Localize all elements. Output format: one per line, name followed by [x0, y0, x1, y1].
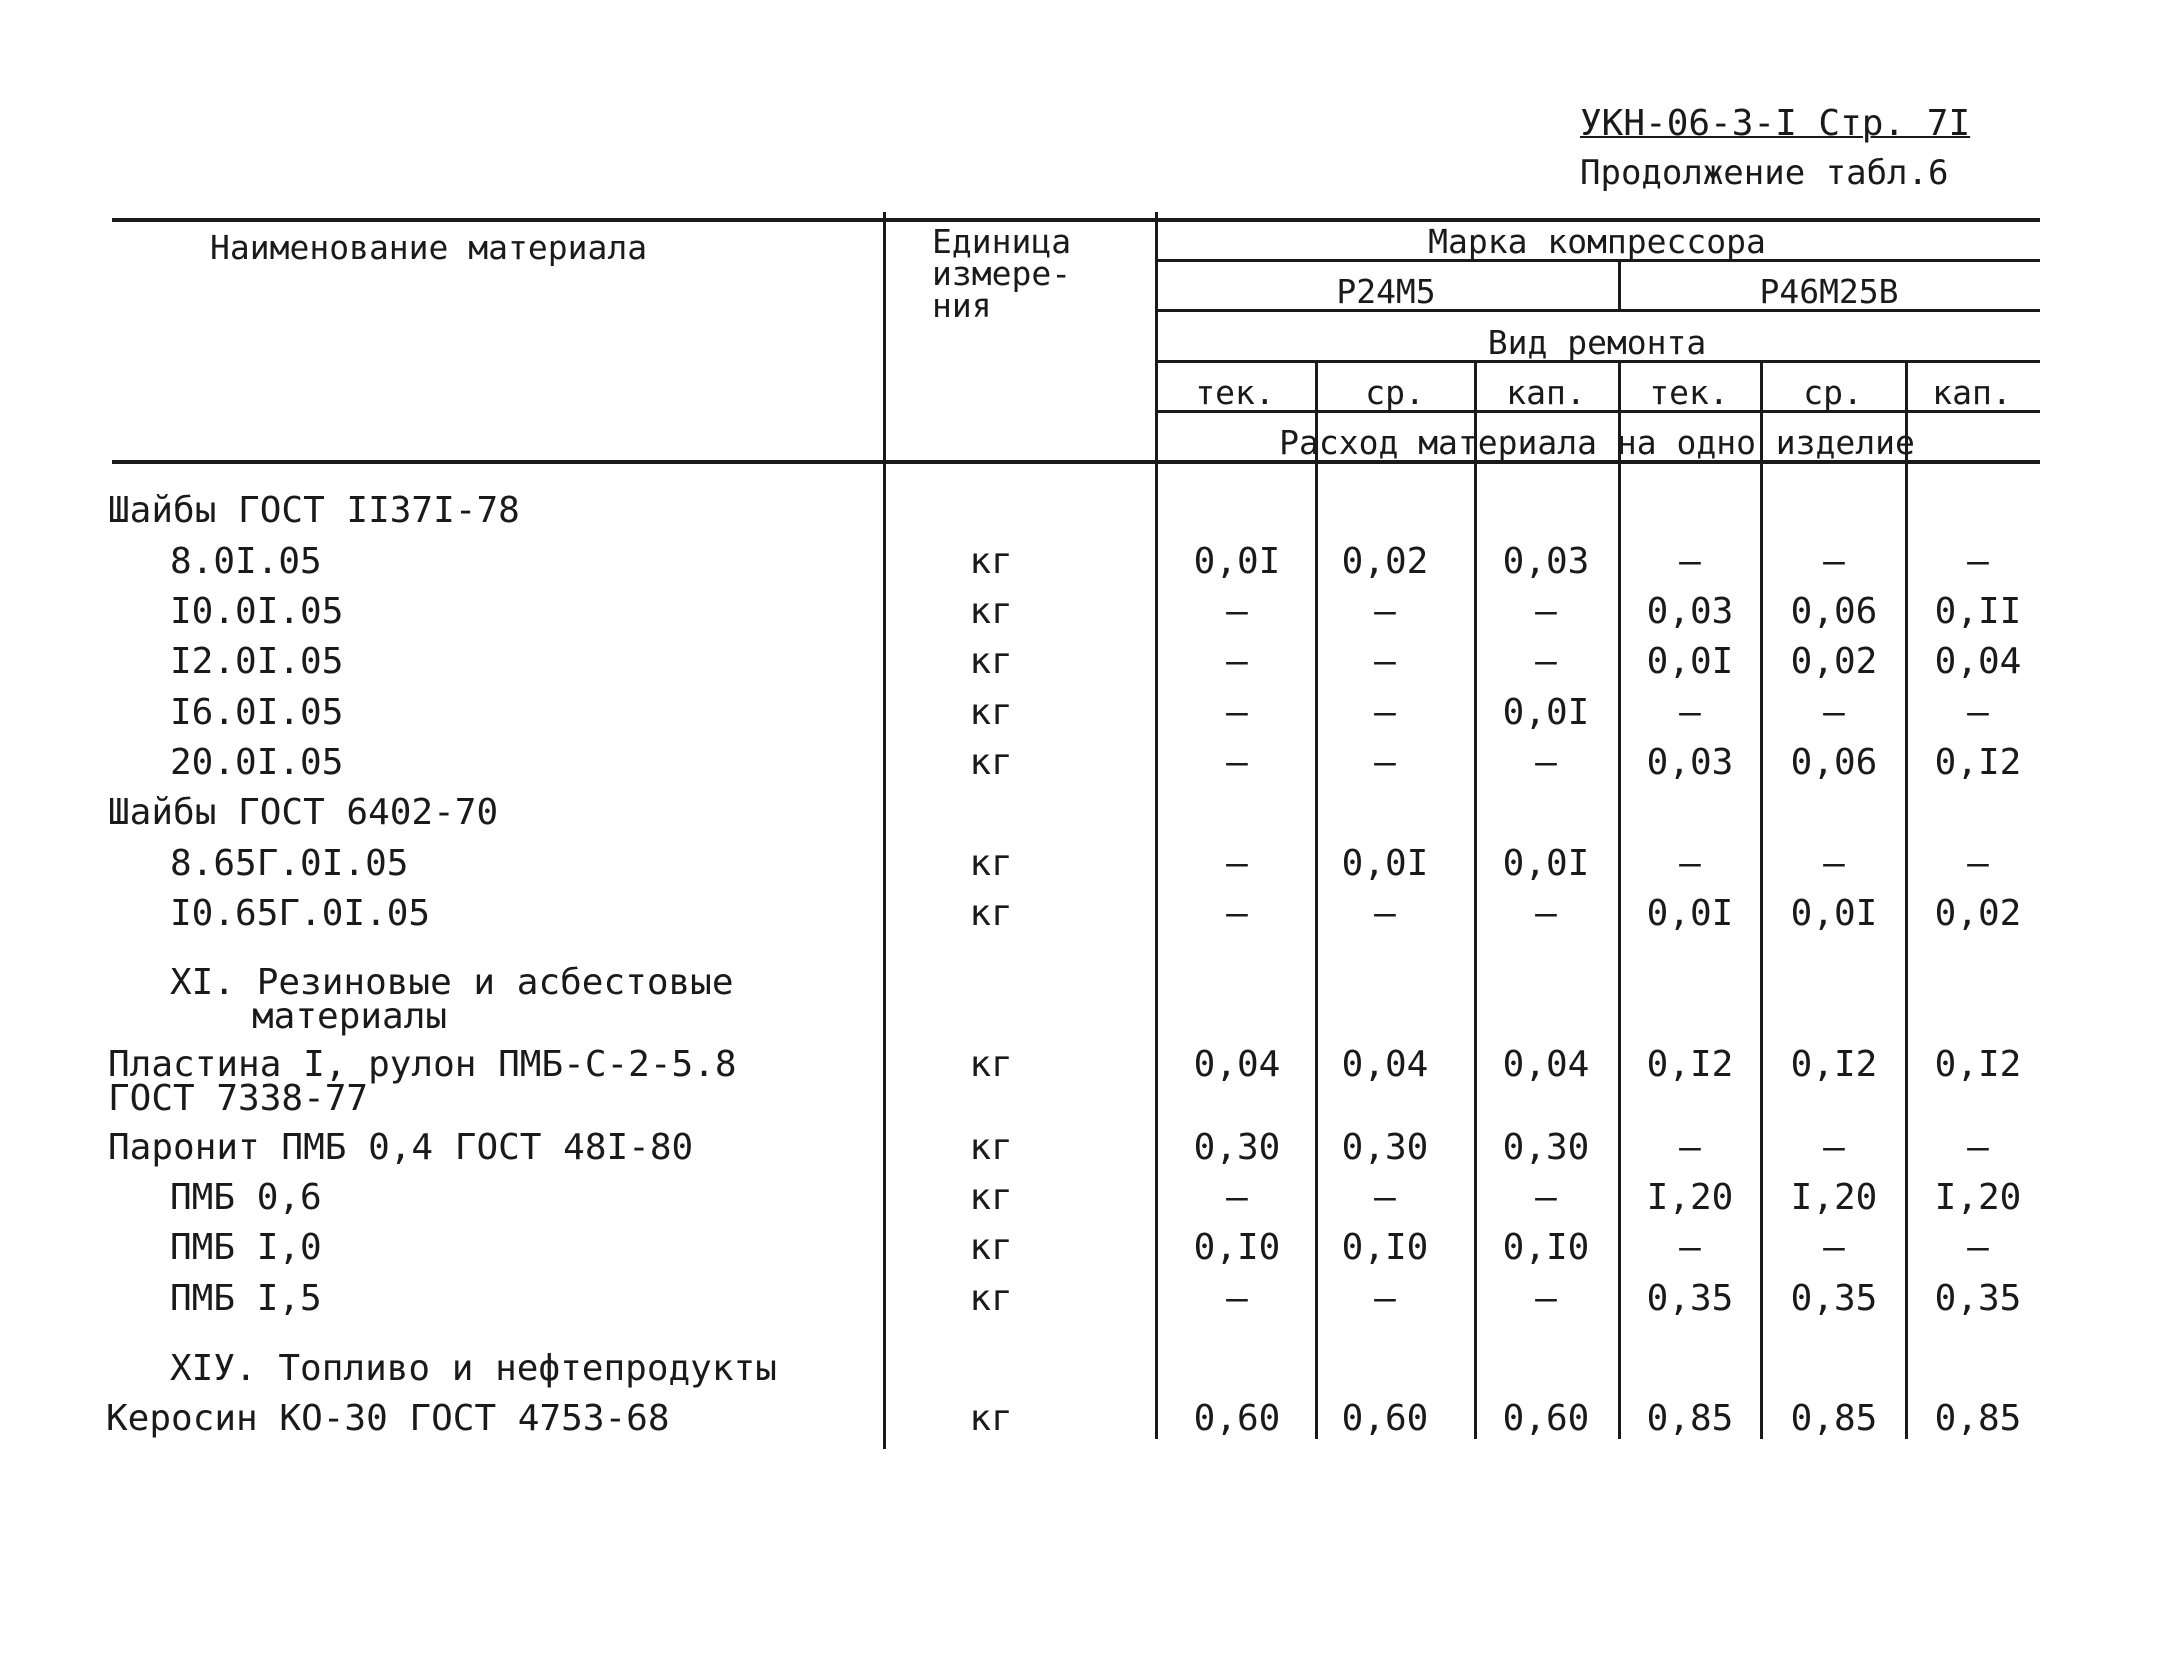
- value-cell: –: [1226, 692, 1248, 733]
- material-name: Пластина I, рулон ПМБ-С-2-5.8: [108, 1044, 737, 1085]
- value-cell: 0,0I: [1341, 843, 1429, 884]
- value-cell: 0,30: [1193, 1127, 1281, 1168]
- value-cell: 0,03: [1502, 541, 1590, 582]
- value-cell: –: [1535, 893, 1557, 934]
- repair-col-3: кап.: [1506, 373, 1586, 412]
- material-name-continued: ГОСТ 7338-77: [108, 1078, 369, 1119]
- value-cell: 0,02: [1934, 893, 2022, 934]
- unit-cell: кг: [969, 843, 1013, 884]
- value-cell: –: [1679, 1127, 1701, 1168]
- unit-cell: кг: [969, 591, 1013, 632]
- material-name: 20.0I.05: [170, 742, 344, 783]
- value-cell: –: [1374, 641, 1396, 682]
- unit-header: Единица измере- ния: [932, 222, 1072, 325]
- value-cell: 0,03: [1646, 591, 1734, 632]
- unit-cell: кг: [969, 1227, 1013, 1268]
- value-cell: 0,04: [1341, 1044, 1429, 1085]
- material-name: I0.65Г.0I.05: [170, 893, 431, 934]
- value-cell: 0,35: [1646, 1278, 1734, 1319]
- value-cell: 0,02: [1790, 641, 1878, 682]
- value-cell: 0,0I: [1646, 893, 1734, 934]
- value-cell: –: [1823, 1227, 1845, 1268]
- value-cell: –: [1967, 541, 1989, 582]
- value-cell: 0,30: [1341, 1127, 1429, 1168]
- material-name-header: Наименование материала: [210, 228, 648, 267]
- value-cell: –: [1374, 1177, 1396, 1218]
- value-cell: 0,60: [1193, 1398, 1281, 1439]
- value-cell: –: [1374, 591, 1396, 632]
- material-name: I2.0I.05: [170, 641, 344, 682]
- value-cell: –: [1226, 742, 1248, 783]
- value-cell: 0,I0: [1193, 1227, 1281, 1268]
- value-cell: 0,60: [1502, 1398, 1590, 1439]
- value-cell: 0,0I: [1502, 692, 1590, 733]
- value-cell: –: [1374, 692, 1396, 733]
- model-header-1: P24M5: [1336, 272, 1436, 311]
- document-code: УКН-06-3-I Стр. 7I: [1580, 103, 1971, 144]
- value-cell: –: [1679, 1227, 1701, 1268]
- material-name: Паронит ПМБ 0,4 ГОСТ 48I-80: [108, 1127, 694, 1168]
- value-cell: –: [1535, 591, 1557, 632]
- material-name: Керосин КО-30 ГОСТ 4753-68: [106, 1398, 670, 1439]
- repair-col-6: кап.: [1932, 373, 2012, 412]
- value-cell: 0,02: [1341, 541, 1429, 582]
- value-cell: –: [1226, 843, 1248, 884]
- material-name: ПМБ I,5: [170, 1278, 322, 1319]
- unit-cell: кг: [969, 1177, 1013, 1218]
- repair-col-1: тек.: [1195, 373, 1275, 412]
- value-cell: 0,04: [1502, 1044, 1590, 1085]
- unit-cell: кг: [969, 1398, 1013, 1439]
- value-cell: 0,35: [1790, 1278, 1878, 1319]
- repair-col-2: ср.: [1365, 373, 1425, 412]
- value-cell: I,20: [1790, 1177, 1878, 1218]
- value-cell: 0,04: [1193, 1044, 1281, 1085]
- material-name: I6.0I.05: [170, 692, 344, 733]
- material-name: Шайбы ГОСТ 6402-70: [108, 792, 499, 833]
- value-cell: –: [1374, 742, 1396, 783]
- value-cell: –: [1374, 893, 1396, 934]
- value-cell: –: [1226, 641, 1248, 682]
- value-cell: 0,35: [1934, 1278, 2022, 1319]
- section-title: XI. Резиновые и асбестовые: [170, 962, 734, 1003]
- compressor-mark-header: Марка компрессора: [1428, 222, 1766, 261]
- value-cell: –: [1823, 843, 1845, 884]
- unit-cell: кг: [969, 742, 1013, 783]
- material-name: ПМБ I,0: [170, 1227, 322, 1268]
- table-continuation-label: Продолжение табл.6: [1580, 153, 1949, 193]
- value-cell: 0,04: [1934, 641, 2022, 682]
- unit-cell: кг: [969, 1127, 1013, 1168]
- value-cell: 0,I0: [1502, 1227, 1590, 1268]
- value-cell: 0,0I: [1502, 843, 1590, 884]
- material-name: I0.0I.05: [170, 591, 344, 632]
- value-cell: –: [1679, 541, 1701, 582]
- unit-cell: кг: [969, 1044, 1013, 1085]
- value-cell: 0,60: [1341, 1398, 1429, 1439]
- unit-cell: кг: [969, 641, 1013, 682]
- value-cell: 0,I2: [1646, 1044, 1734, 1085]
- material-name: ПМБ 0,6: [170, 1177, 322, 1218]
- section-title-continued: материалы: [252, 996, 448, 1037]
- unit-cell: кг: [969, 1278, 1013, 1319]
- section-title: XIУ. Топливо и нефтепродукты: [170, 1348, 777, 1389]
- value-cell: –: [1967, 1127, 1989, 1168]
- value-cell: 0,85: [1934, 1398, 2022, 1439]
- value-cell: –: [1535, 1278, 1557, 1319]
- value-cell: –: [1823, 692, 1845, 733]
- value-cell: 0,85: [1790, 1398, 1878, 1439]
- value-cell: I,20: [1934, 1177, 2022, 1218]
- repair-col-5: ср.: [1803, 373, 1863, 412]
- value-cell: –: [1226, 1177, 1248, 1218]
- value-cell: –: [1823, 1127, 1845, 1168]
- value-cell: 0,I2: [1934, 1044, 2022, 1085]
- value-cell: –: [1679, 843, 1701, 884]
- value-cell: 0,06: [1790, 742, 1878, 783]
- value-cell: 0,06: [1790, 591, 1878, 632]
- value-cell: –: [1967, 692, 1989, 733]
- value-cell: –: [1226, 1278, 1248, 1319]
- material-name: 8.65Г.0I.05: [170, 843, 409, 884]
- value-cell: –: [1374, 1278, 1396, 1319]
- value-cell: 0,II: [1934, 591, 2022, 632]
- value-cell: –: [1823, 541, 1845, 582]
- value-cell: –: [1226, 893, 1248, 934]
- unit-cell: кг: [969, 541, 1013, 582]
- consumption-header: Расход материала на одно изделие: [1279, 423, 1915, 462]
- value-cell: –: [1535, 742, 1557, 783]
- value-cell: 0,I0: [1341, 1227, 1429, 1268]
- value-cell: I,20: [1646, 1177, 1734, 1218]
- material-name: 8.0I.05: [170, 541, 322, 582]
- repair-type-header: Вид ремонта: [1487, 323, 1707, 362]
- value-cell: –: [1535, 641, 1557, 682]
- value-cell: 0,I2: [1934, 742, 2022, 783]
- value-cell: 0,85: [1646, 1398, 1734, 1439]
- unit-cell: кг: [969, 893, 1013, 934]
- value-cell: –: [1679, 692, 1701, 733]
- value-cell: –: [1967, 843, 1989, 884]
- value-cell: 0,I2: [1790, 1044, 1878, 1085]
- material-name: Шайбы ГОСТ II37I-78: [108, 490, 520, 531]
- value-cell: –: [1967, 1227, 1989, 1268]
- value-cell: –: [1226, 591, 1248, 632]
- model-header-2: P46M25B: [1759, 272, 1899, 311]
- value-cell: –: [1535, 1177, 1557, 1218]
- unit-cell: кг: [969, 692, 1013, 733]
- value-cell: 0,0I: [1790, 893, 1878, 934]
- value-cell: 0,0I: [1193, 541, 1281, 582]
- repair-col-4: тек.: [1649, 373, 1729, 412]
- value-cell: 0,03: [1646, 742, 1734, 783]
- value-cell: 0,0I: [1646, 641, 1734, 682]
- value-cell: 0,30: [1502, 1127, 1590, 1168]
